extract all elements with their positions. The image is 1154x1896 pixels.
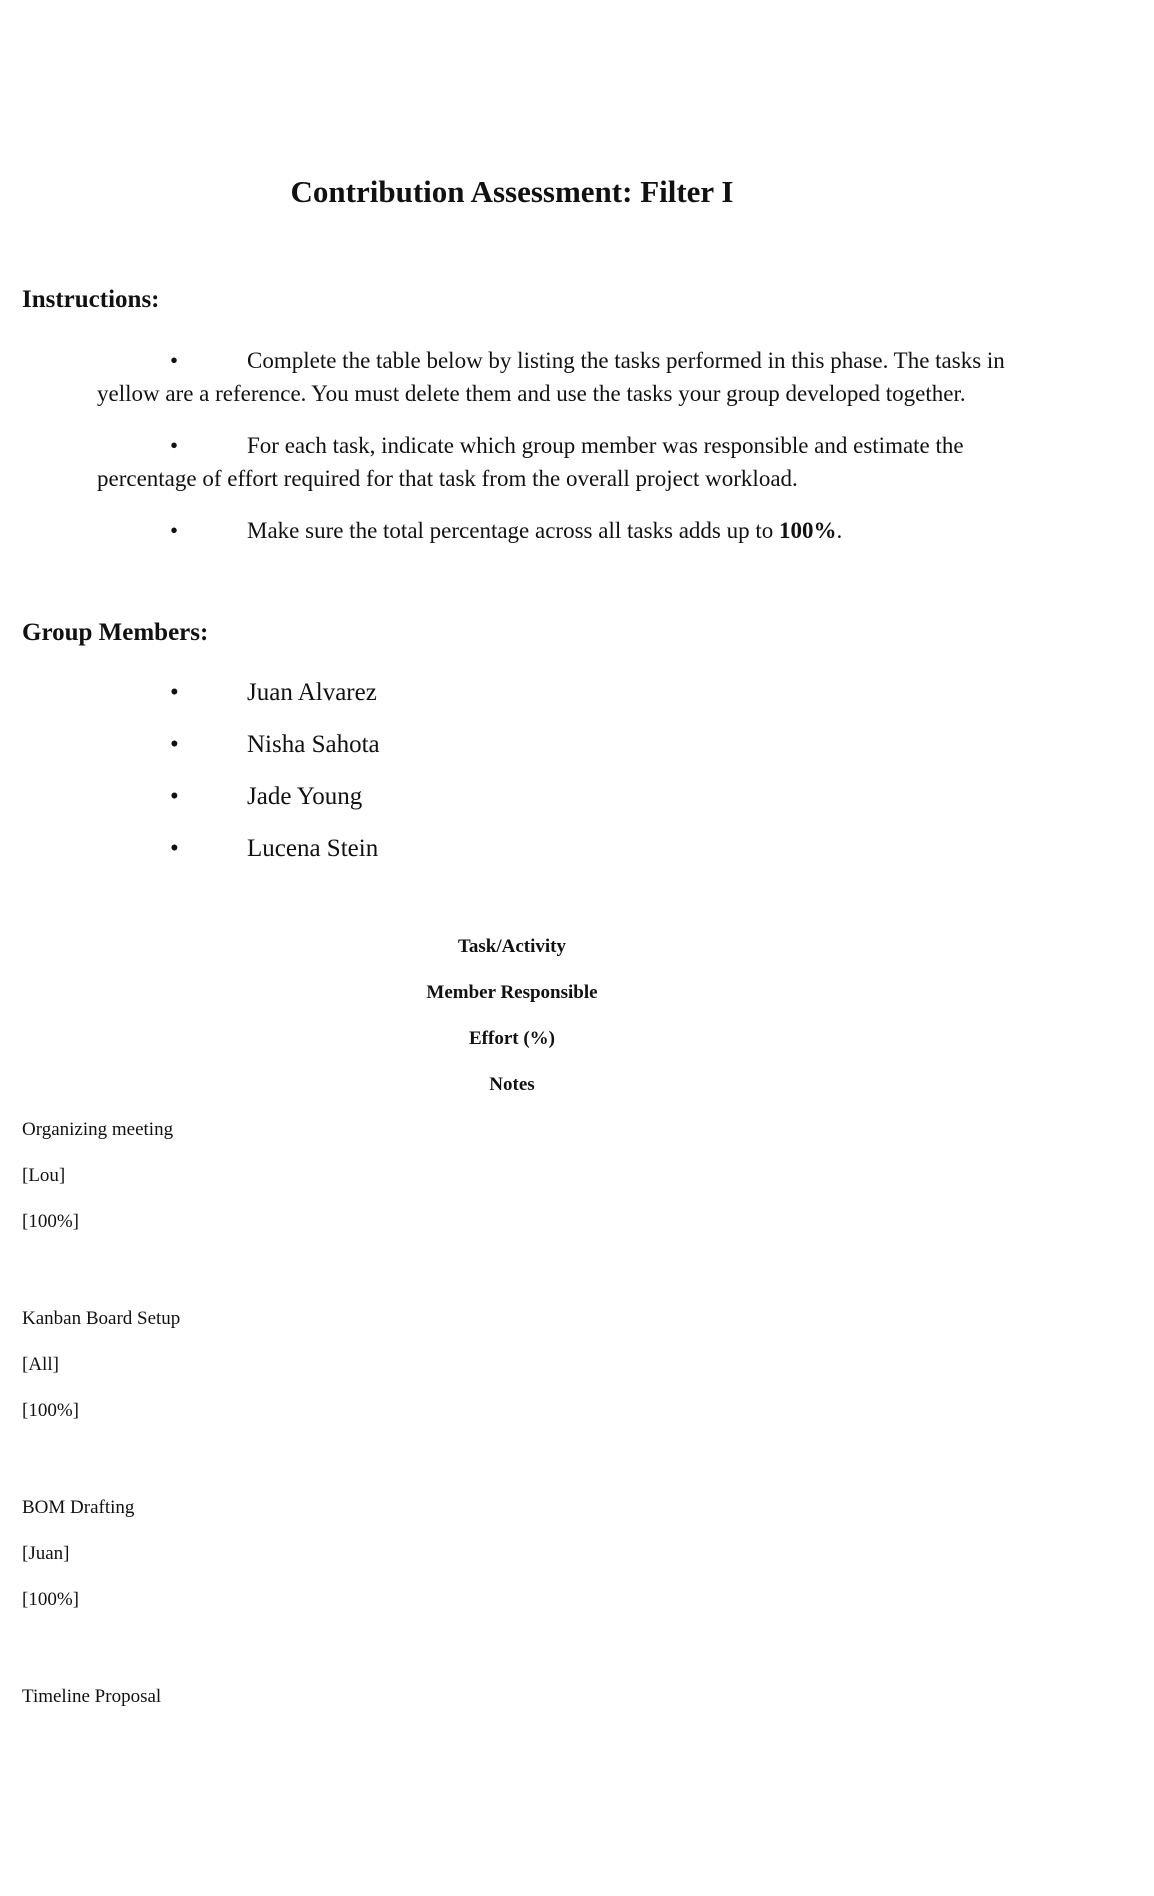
instructions-heading: Instructions: — [22, 286, 160, 313]
table-row — [22, 1306, 180, 1495]
instruction-text-main: Make sure the total percentage across all tasks adds up to — [247, 518, 780, 543]
bullet-icon: • — [170, 348, 179, 373]
task-cell: BOM Drafting — [22, 1497, 135, 1518]
member-item — [97, 676, 1027, 728]
member-name: Nisha Sahota — [247, 731, 380, 758]
task-cell: Timeline Proposal — [22, 1686, 162, 1707]
table-header — [0, 934, 1024, 1118]
instruction-text-suffix: . — [836, 518, 843, 543]
effort-cell: [100%] — [22, 1400, 79, 1421]
task-table-body — [22, 1117, 180, 1873]
bullet-icon: • — [170, 835, 179, 862]
page-title: Contribution Assessment: Filter I — [290, 174, 734, 209]
group-members-list — [97, 676, 1027, 884]
group-members-heading: Group Members: — [22, 619, 209, 646]
bullet-icon: • — [170, 433, 179, 458]
member-item — [97, 780, 1027, 832]
table-row — [22, 1684, 180, 1873]
instruction-item — [97, 344, 1027, 410]
bullet-icon: • — [170, 783, 179, 810]
column-header-member: Member Responsible — [426, 982, 598, 1003]
column-header-task: Task/Activity — [457, 936, 567, 957]
table-row — [22, 1117, 180, 1306]
column-header-notes: Notes — [489, 1074, 535, 1095]
bullet-icon: • — [170, 731, 179, 758]
column-header-effort: Effort (%) — [469, 1028, 555, 1049]
member-name: Jade Young — [247, 783, 363, 810]
instruction-text: Complete the table below by listing the tasks performed in this phase. The tasks in yellow are a reference. You must delete them and use the tasks your group developed together. — [97, 348, 1005, 406]
task-cell: Kanban Board Setup — [22, 1308, 181, 1329]
bullet-icon: • — [170, 679, 179, 706]
member-item — [97, 728, 1027, 780]
instruction-total-percent: 100% — [779, 518, 837, 543]
bullet-icon: • — [170, 518, 179, 543]
effort-cell: [100%] — [22, 1211, 79, 1232]
member-item — [97, 832, 1027, 884]
instructions-list — [97, 344, 1027, 566]
effort-cell: [100%] — [22, 1589, 79, 1610]
instruction-text — [247, 518, 842, 543]
member-cell: [All] — [22, 1354, 59, 1375]
instruction-item — [97, 514, 1027, 547]
member-cell: [Lou] — [22, 1165, 66, 1186]
instruction-item — [97, 429, 1027, 495]
table-row — [22, 1495, 180, 1684]
task-cell: Organizing meeting — [22, 1119, 174, 1140]
instruction-text: For each task, indicate which group member was responsible and estimate the percentage of effort required for that task from the overall project workload. — [97, 433, 964, 491]
member-name: Juan Alvarez — [247, 679, 377, 706]
member-name: Lucena Stein — [247, 835, 379, 862]
member-cell: [Juan] — [22, 1543, 70, 1564]
